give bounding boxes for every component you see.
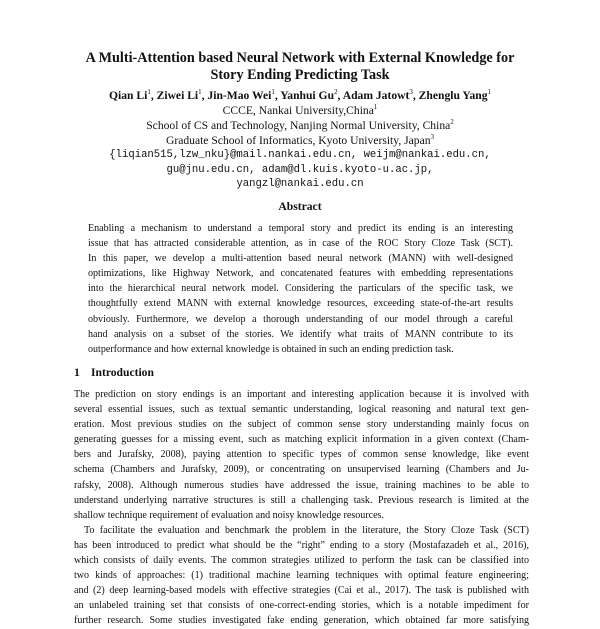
author-name: Qian Li <box>108 89 148 102</box>
section-title: Introduction <box>91 366 154 379</box>
affiliation-mark: 1 <box>373 103 378 112</box>
body-line: an unlabeled training set that consists of one-correct-ending stories, which is a notable impediment for <box>74 600 529 612</box>
email-line: {liqian515,lzw_nku}@mail.nankai.edu.cn, weijm@nankai.edu.cn, <box>109 149 491 161</box>
body-line: further research. Some studies investigated fake ending generation, which obtained far more satisfying <box>74 615 529 627</box>
body-line: rafsky, 2008). Although numerous studies have addressed the issue, training machines to be able to <box>74 479 529 491</box>
section-heading <box>74 366 154 380</box>
affiliation <box>40 134 560 148</box>
email-line: yangzl@nankai.edu.cn <box>236 178 364 190</box>
abstract-line: outperformance and how external knowledge is obtained in such an ending prediction task. <box>88 343 454 355</box>
body-line: has been introduced to predict what should be the “right” ending to a story (Mostafazadeh et al., 2016), <box>74 539 529 551</box>
author-affil-mark: 1 <box>147 88 151 97</box>
section-number: 1 <box>74 366 80 379</box>
abstract-line: thoughtfully extend MANN with external knowledge resources, exceeding state-of-the-art results <box>88 298 513 310</box>
author-affil-mark: 3 <box>409 88 413 97</box>
affiliation-text: Graduate School of Informatics, Kyoto University, Japan <box>165 134 431 147</box>
abstract-line: issue that has attracted considerable attention, as in case of the ROC Story Cloze Task (SCT). <box>88 238 513 250</box>
affiliation-text: School of CS and Technology, Nanjing Normal University, China <box>146 119 451 132</box>
affiliation-text: CCCE, Nankai University,China <box>222 104 374 117</box>
body-line: To facilitate the evaluation and benchmark the problem in the literature, the Story Cloze Task (SCT) <box>84 524 529 536</box>
body-line: generating guesses for a missing event, such as matching explicit information in a given context (Cham- <box>74 434 529 446</box>
affiliation <box>40 119 560 133</box>
abstract-line: Enabling a mechanism to understand a temporal story and predict its ending is an interesting <box>88 223 513 234</box>
affiliation-mark: 3 <box>430 133 435 142</box>
author-emails <box>40 148 560 192</box>
abstract-body <box>88 221 513 357</box>
email-line: gu@jnu.edu.cn, adam@dl.kuis.kyoto-u.ac.jp, <box>166 163 434 176</box>
body-line: schema (Chambers and Jurafsky, 2009), or concentrating on unsupervised learning (Chambers and Ju- <box>74 464 529 476</box>
abstract-heading: Abstract <box>278 200 322 213</box>
paper-title <box>40 50 560 84</box>
abstract-line: hand analysis on a subset of the stories. We identify what traits of MANN contribute to its <box>88 328 513 340</box>
body-line: two kinds of approaches: (1) traditional machine learning techniques with optimal feature engineering; <box>74 570 529 582</box>
body-line: which consists of daily events. The common strategies utilized to perform the task can be classified into <box>74 555 529 567</box>
author-name: Jin-Mao Wei <box>207 89 272 102</box>
author-name: Ziwei Li <box>156 89 199 102</box>
body-line: and (2) deep learning-based models with effective strategies (Cai et al., 2017). The task is published with <box>74 585 529 597</box>
author-list: Qian Li$^1$, Ziwei Li$^1$, Jin-Mao Wei$^1$, Yanhui Gu$^2$, Adam Jatowt$^3$, Zhenglu Yang$^1$ <box>108 88 492 102</box>
body-line: several essential issues, such as textual semantic understanding, logical reasoning and natural text gen- <box>74 404 529 416</box>
affiliation <box>40 104 560 118</box>
abstract-line: optimizations, like Highway Network, and concatenated features with embedding representations <box>88 268 513 280</box>
author-name: Yanhui Gu <box>280 89 335 102</box>
author-affil-mark: 2 <box>334 88 338 97</box>
title-line: A Multi-Attention based Neural Network with External Knowledge for <box>85 50 515 66</box>
affiliation-mark: 2 <box>450 118 454 127</box>
abstract-line: obviously. Furthermore, we develop a thorough understanding of our model through a careful <box>88 313 513 325</box>
introduction-body <box>74 387 529 629</box>
author-name: Zhenglu Yang <box>418 89 488 102</box>
author-affil-mark: 1 <box>487 88 492 97</box>
abstract-line: In this paper, we develop a multi-attention based neural network (MANN) with well-designed <box>88 253 513 265</box>
body-line: eration. Most previous studies on the subject of common sense story understanding mainly focus on <box>74 419 529 431</box>
body-line: understand underlying narrative structures is still a challenging task. Previous research is limited at the <box>74 494 529 506</box>
body-line: The prediction on story endings is an important and interesting application because it is involved with <box>74 389 529 400</box>
author-name: Adam Jatowt <box>342 89 410 102</box>
abstract-line: into the hierarchical neural network model. Considering the particulars of the specific task, we <box>88 283 513 295</box>
author-affil-mark: 1 <box>198 88 202 97</box>
author-affil-mark: 1 <box>271 88 275 97</box>
body-line: bers and Jurafsky, 2008), paying attention to specific types of common sense knowledge, like event <box>74 449 529 461</box>
title-line: Story Ending Predicting Task <box>210 67 390 83</box>
body-line: shallow technique requirement of evaluation and noisy knowledge resources. <box>74 509 384 521</box>
